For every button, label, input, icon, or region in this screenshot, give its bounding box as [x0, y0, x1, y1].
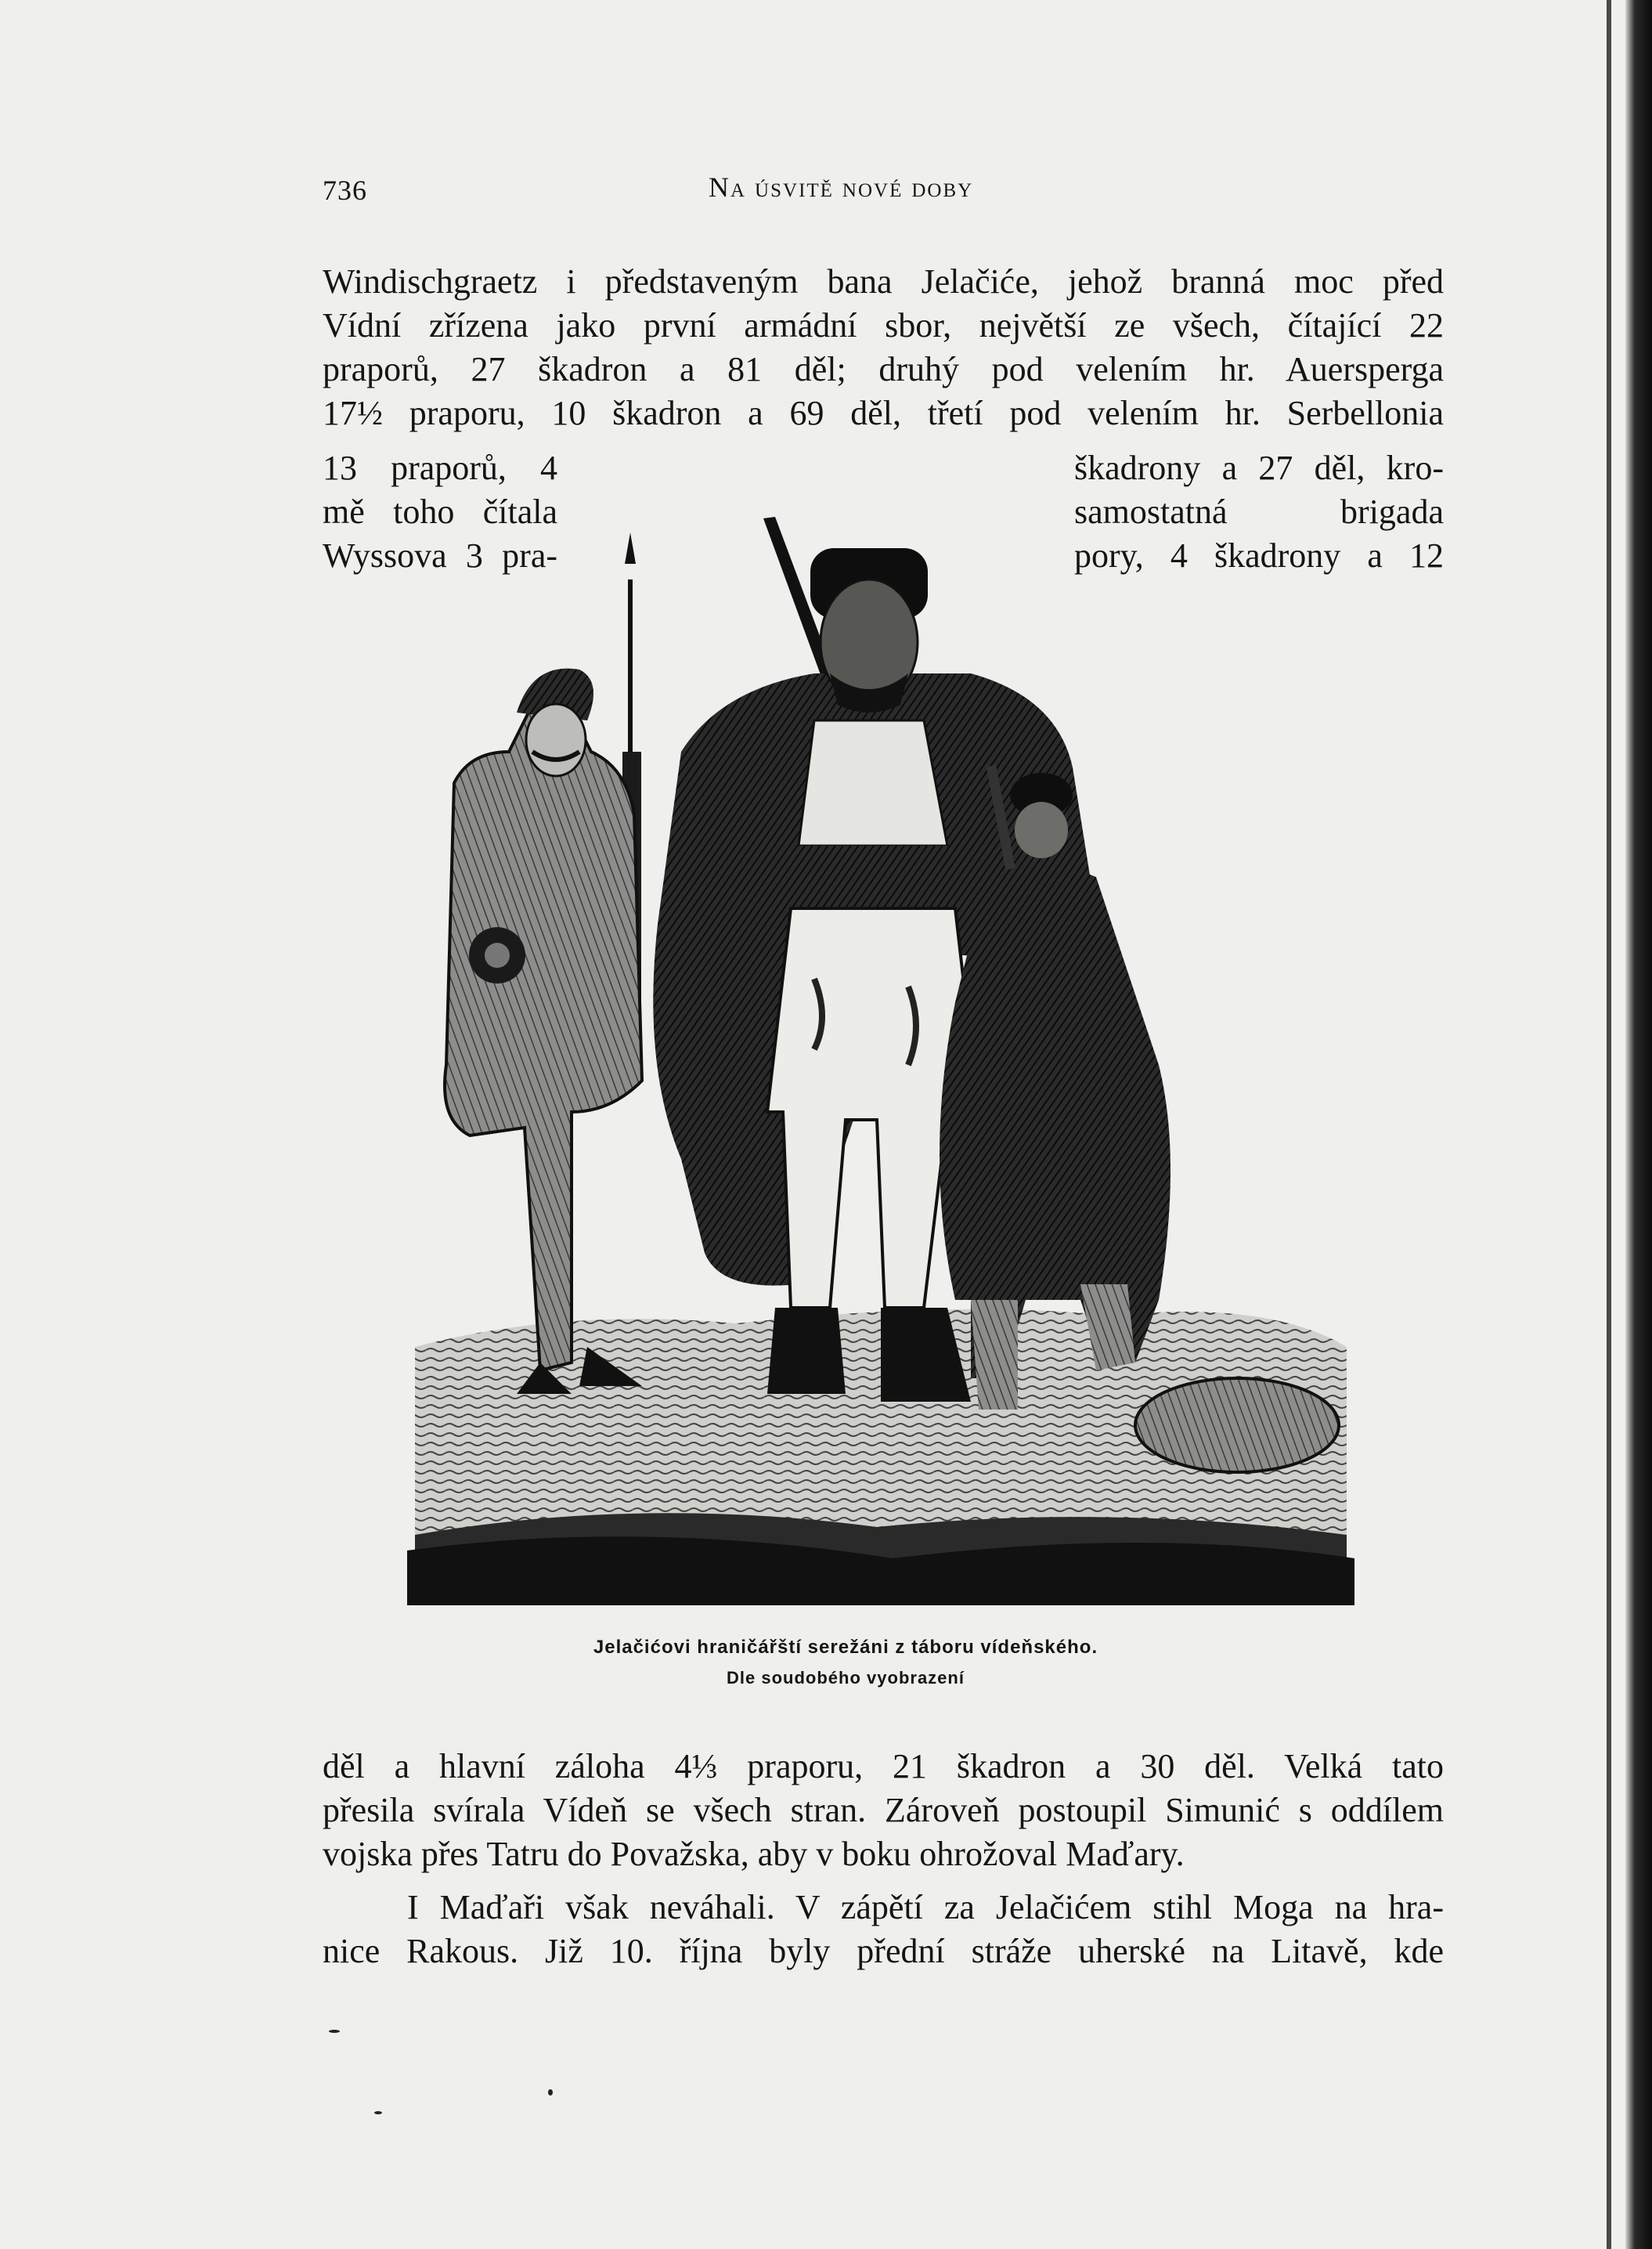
engraving-illustration: [407, 517, 1354, 1605]
body-line: nice Rakous. Již 10. října byly přední stráže uherské na Litavě, kde: [323, 1932, 1444, 1970]
page-number: 736: [323, 175, 367, 206]
figure-credit: Dle soudobého vyobrazení: [727, 1668, 965, 1688]
scan-speck: [548, 2089, 553, 2096]
scan-speck: [329, 2030, 340, 2033]
body-line: Vídní zřízena jako první armádní sbor, největší ze všech, čítající 22: [323, 306, 1444, 345]
scan-edge-line: [1607, 0, 1611, 2249]
figure-caption: Jelačićovi hraničářští serežáni z táboru vídeňského.: [593, 1637, 1098, 1658]
wrap-right-line: škadrony a 27 děl, kro-: [1074, 449, 1444, 487]
running-head: Na úsvitě nové doby: [709, 171, 974, 203]
wrap-right-line: samostatná brigada: [1074, 493, 1444, 531]
wrap-right-line: pory, 4 škadrony a 12: [1074, 536, 1444, 575]
wrap-left-line: 13 praporů, 4: [323, 449, 557, 487]
paragraph-start-line: I Maďaři však neváhali. V zápětí za Jelačićem stihl Moga na hra-: [407, 1888, 1444, 1926]
body-line: přesila svírala Vídeň se všech stran. Zároveň postoupil Simunić s oddílem: [323, 1791, 1444, 1829]
body-line: praporů, 27 škadron a 81 děl; druhý pod velením hr. Auersperga: [323, 350, 1444, 388]
body-line: děl a hlavní záloha 4⅓ praporu, 21 škadron a 30 děl. Velká tato: [323, 1747, 1444, 1785]
wrap-left-line: Wyssova 3 pra-: [323, 536, 557, 575]
wrap-left-line: mě toho čítala: [323, 493, 557, 531]
scan-speck: [374, 2111, 382, 2114]
body-line: Windischgraetz i představeným bana Jelačiće, jehož branná moc před: [323, 262, 1444, 301]
body-line: 17½ praporu, 10 škadron a 69 děl, třetí pod velením hr. Serbellonia: [323, 394, 1444, 432]
body-line: vojska přes Tatru do Považska, aby v boku ohrožoval Maďary.: [323, 1835, 1185, 1873]
scan-edge: [1625, 0, 1652, 2249]
